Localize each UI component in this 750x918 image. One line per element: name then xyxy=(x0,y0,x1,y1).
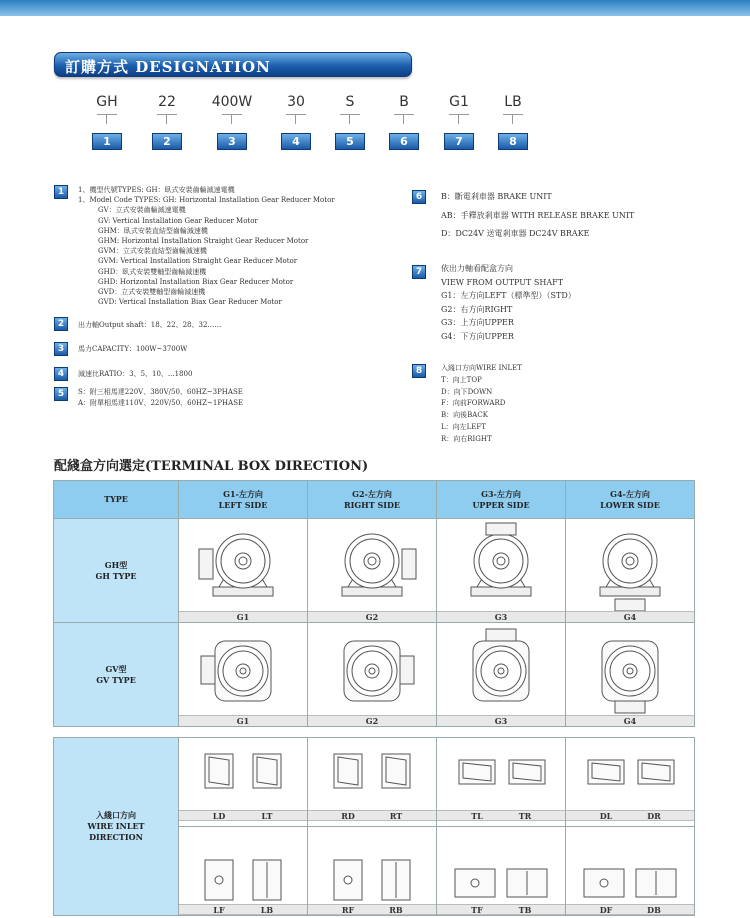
note-number-5: 5 xyxy=(54,387,68,401)
n8-line-6: L：向左LEFT xyxy=(441,423,486,431)
n1-line-8: GVM: Vertical Installation Straight Gear Reducer Motor xyxy=(98,257,298,266)
gv-type-label: GV型 GV TYPE xyxy=(54,623,179,727)
wire-inlet-caption-row xyxy=(437,810,565,821)
n8-line-1: 入綫口方向WIRE INLET xyxy=(441,364,522,372)
n7-line-4: G2：右方向RIGHT xyxy=(441,304,513,314)
diagram-caption: G1 xyxy=(179,715,307,726)
note-number-8: 8 xyxy=(412,364,426,378)
wire-inlet-caption: DR xyxy=(647,811,661,821)
note-number-7: 7 xyxy=(412,265,426,279)
gh-motor-drawing-2 xyxy=(308,519,436,611)
note-2-output-shaft: 出力軸Output shaft：18、22、28、32…… xyxy=(78,321,222,329)
wire-inlet-table xyxy=(53,737,695,916)
wire-inlet-caption: DL xyxy=(599,811,613,821)
code-tick-1 xyxy=(97,114,117,124)
diagram-caption: G3 xyxy=(437,715,565,726)
n1-line-10: GHD: Horizontal Installation Biax Gear Reducer Motor xyxy=(98,277,294,286)
code-5: S xyxy=(345,94,355,110)
n7-line-5: G3：上方向UPPER xyxy=(441,318,514,327)
gv-motor-drawing-2 xyxy=(308,623,436,715)
diagram-caption: G3 xyxy=(437,611,565,622)
gh-motor-drawing-3 xyxy=(437,519,565,611)
wire-inlet-cell-4 xyxy=(566,738,695,827)
top-band xyxy=(0,0,750,16)
code-4: 30 xyxy=(287,94,305,110)
gv-motor-drawing-3 xyxy=(437,623,565,715)
wire-inlet-cell-7 xyxy=(437,827,566,916)
wire-inlet-caption: LF xyxy=(213,905,225,915)
n1-line-7: GVM：立式安裝直結型齒輪減速機 xyxy=(98,247,207,256)
n6-line-2: AB：手釋放剎車器 WITH RELEASE BRAKE UNIT xyxy=(441,210,635,220)
wire-inlet-drawing-5 xyxy=(179,827,307,915)
wire-inlet-cell-2 xyxy=(308,738,437,827)
code-tick-2 xyxy=(157,114,177,124)
n5-line-1: S：附三相馬達220V、380V/50、60HZ~3PHASE xyxy=(78,388,243,396)
wire-inlet-label: 入綫口方向 WIRE INLET DIRECTION xyxy=(54,738,179,916)
wire-inlet-caption: LD xyxy=(212,811,226,821)
code-number-3: 3 xyxy=(217,133,247,150)
gh-motor-drawing-4 xyxy=(566,519,694,611)
wire-inlet-caption-row xyxy=(308,904,436,915)
code-number-7: 7 xyxy=(444,133,474,150)
wire-inlet-caption: DB xyxy=(647,905,661,915)
wire-inlet-caption-row xyxy=(308,810,436,821)
code-8: LB xyxy=(504,94,522,110)
wire-inlet-caption: TL xyxy=(471,811,483,821)
wire-inlet-cell-6 xyxy=(308,827,437,916)
n5-line-2: A：附單相馬達110V、220V/50、60HZ~1PHASE xyxy=(78,398,244,407)
terminal-box-table xyxy=(53,480,695,727)
n6-line-3: D：DC24V 送電剎車器 DC24V BRAKE xyxy=(441,229,590,238)
code-number-6: 6 xyxy=(389,133,419,150)
note-4-ratio: 減速比RATIO：3、5、10、...1800 xyxy=(78,370,193,378)
gv-diagram-cell-2 xyxy=(308,623,437,727)
diagram-caption: G4 xyxy=(566,715,694,726)
note-3-capacity: 馬力CAPACITY：100W~3700W xyxy=(78,345,188,353)
wire-inlet-drawing-8 xyxy=(566,827,694,915)
code-tick-6 xyxy=(394,114,414,124)
code-tick-5 xyxy=(340,114,360,124)
code-6: B xyxy=(399,94,409,110)
code-number-1: 1 xyxy=(92,133,122,150)
wire-inlet-caption: TR xyxy=(518,811,532,821)
wire-inlet-caption: TB xyxy=(518,905,532,915)
wire-inlet-caption-row xyxy=(566,904,694,915)
gh-diagram-cell-3 xyxy=(437,519,566,623)
n7-line-1: 依出力軸看配盒方向 xyxy=(441,264,513,273)
wire-inlet-cell-8 xyxy=(566,827,695,916)
code-tick-7 xyxy=(449,114,469,124)
gv-diagram-cell-3 xyxy=(437,623,566,727)
column-header-g2: G2-左方向 RIGHT SIDE xyxy=(308,481,437,519)
n1-line-4: GV: Vertical Installation Gear Reducer Motor xyxy=(98,216,258,225)
n1-line-2: 1、Model Code TYPES: GH: Horizontal Installation Gear Reducer Motor xyxy=(78,196,335,205)
wire-inlet-cell-5 xyxy=(179,827,308,916)
wire-inlet-caption-row xyxy=(179,810,307,821)
wire-inlet-caption: RB xyxy=(389,905,403,915)
n1-line-1: 1、機型代號TYPES: GH：臥式安裝齒輪減速電機 xyxy=(78,186,235,194)
code-number-4: 4 xyxy=(281,133,311,150)
n1-line-11: GVD：立式安裝雙軸型齒輪減速機 xyxy=(98,288,206,296)
wire-inlet-caption: LB xyxy=(260,905,274,915)
designation-banner xyxy=(54,52,412,77)
n1-line-6: GHM: Horizontal Installation Straight Gear Reducer Motor xyxy=(98,237,309,245)
code-7: G1 xyxy=(449,94,469,110)
gh-motor-drawing-1 xyxy=(179,519,307,611)
terminal-box-section-title: 配綫盒方向選定(TERMINAL BOX DIRECTION) xyxy=(54,459,369,474)
gv-motor-drawing-4 xyxy=(566,623,694,715)
note-number-1: 1 xyxy=(54,185,68,199)
gv-diagram-cell-1 xyxy=(179,623,308,727)
wire-inlet-caption: RT xyxy=(389,811,403,821)
gv-motor-drawing-1 xyxy=(179,623,307,715)
wire-inlet-caption: RF xyxy=(341,905,355,915)
column-header-g4: G4-左方向 LOWER SIDE xyxy=(566,481,695,519)
n7-line-2: VIEW FROM OUTPUT SHAFT xyxy=(441,277,564,287)
wire-inlet-caption: LT xyxy=(261,811,273,821)
n1-line-5: GHM：臥式安裝直結型齒輪減速機 xyxy=(98,226,208,235)
gh-diagram-cell-4 xyxy=(566,519,695,623)
n1-line-9: GHD：臥式安裝雙軸型齒輪減速機 xyxy=(98,267,207,276)
wire-inlet-caption-row xyxy=(179,904,307,915)
code-2: 22 xyxy=(158,94,176,110)
column-header-g1: G1-左方向 LEFT SIDE xyxy=(179,481,308,519)
wire-inlet-cell-1 xyxy=(179,738,308,827)
n8-line-5: B：向後BACK xyxy=(441,411,488,420)
n1-line-3: GV：立式安裝齒輪減速電機 xyxy=(98,206,186,215)
type-header-cell: TYPE xyxy=(54,481,179,519)
code-tick-3 xyxy=(222,114,242,124)
n7-line-3: G1：左方向LEFT（標準型）（STD） xyxy=(441,291,576,300)
note-number-3: 3 xyxy=(54,342,68,356)
wire-inlet-caption: TF xyxy=(471,905,483,915)
code-number-5: 5 xyxy=(335,133,365,150)
wire-inlet-cell-3 xyxy=(437,738,566,827)
note-number-6: 6 xyxy=(412,190,426,204)
wire-inlet-caption-row xyxy=(437,904,565,915)
code-number-2: 2 xyxy=(152,133,182,150)
gh-diagram-cell-2 xyxy=(308,519,437,623)
note-number-4: 4 xyxy=(54,367,68,381)
diagram-caption: G4 xyxy=(566,611,694,622)
diagram-caption: G1 xyxy=(179,611,307,622)
code-3: 400W xyxy=(211,94,253,110)
n8-line-7: R：向右RIGHT xyxy=(441,434,492,443)
code-number-8: 8 xyxy=(498,133,528,150)
n8-line-3: D：向下DOWN xyxy=(441,387,493,396)
wire-inlet-drawing-6 xyxy=(308,827,436,915)
wire-inlet-caption: RD xyxy=(341,811,355,821)
designation-title: 訂購方式 DESIGNATION xyxy=(65,58,271,76)
diagram-caption: G2 xyxy=(308,611,436,622)
n1-line-12: GVD: Vertical Installation Biax Gear Reducer Motor xyxy=(98,298,282,307)
code-tick-4 xyxy=(286,114,306,124)
n7-line-6: G4：下方向UPPER xyxy=(441,331,514,341)
code-tick-8 xyxy=(503,114,523,124)
wire-inlet-drawing-7 xyxy=(437,827,565,915)
n6-line-1: B：斷電剎車器 BRAKE UNIT xyxy=(441,192,552,201)
wire-inlet-caption-row xyxy=(566,810,694,821)
wire-inlet-caption: DF xyxy=(599,905,613,915)
note-number-2: 2 xyxy=(54,317,68,331)
gh-diagram-cell-1 xyxy=(179,519,308,623)
code-1: GH xyxy=(96,94,118,110)
gv-diagram-cell-4 xyxy=(566,623,695,727)
column-header-g3: G3-左方向 UPPER SIDE xyxy=(437,481,566,519)
diagram-caption: G2 xyxy=(308,715,436,726)
n8-line-2: T：向上TOP xyxy=(441,375,482,384)
n8-line-4: F：向前FORWARD xyxy=(441,399,506,408)
gh-type-label: GH型 GH TYPE xyxy=(54,519,179,623)
